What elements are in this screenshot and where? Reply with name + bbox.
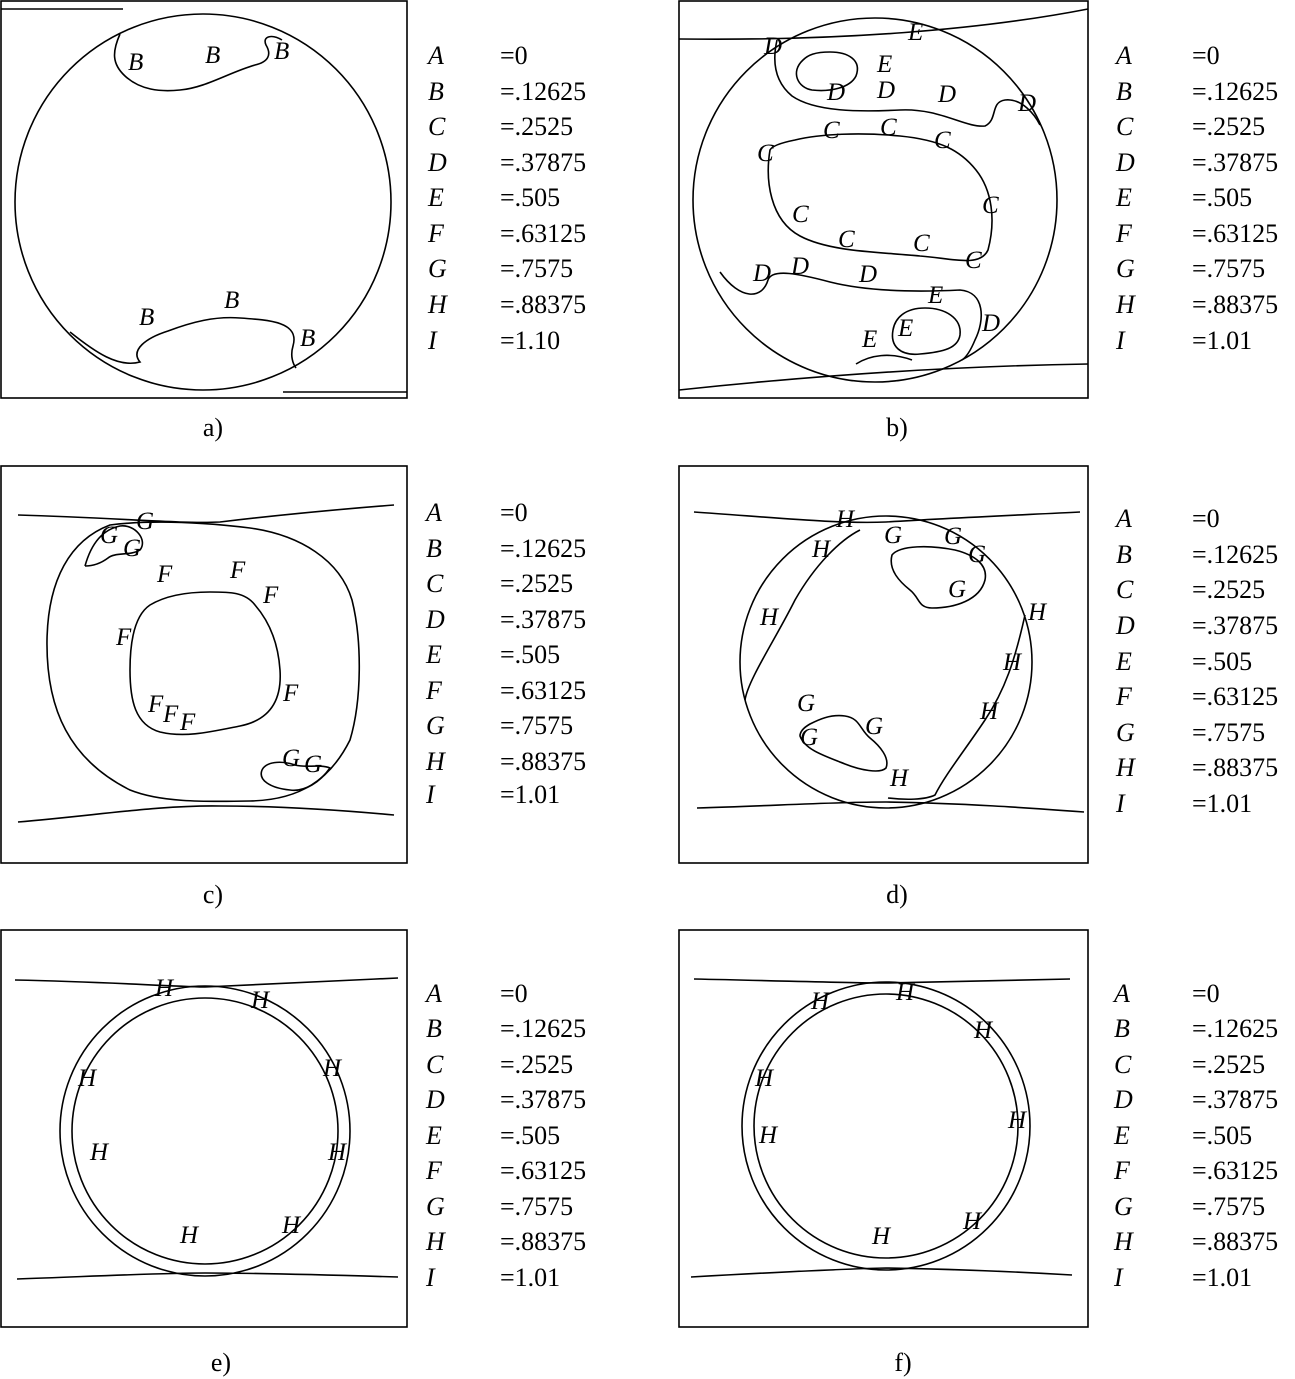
legend-key: C: [1116, 575, 1134, 604]
panel-b-contour-c-center: [768, 134, 992, 261]
legend-key: I: [1116, 789, 1125, 818]
contour-label: G: [968, 541, 987, 568]
legend-key: F: [1114, 1156, 1130, 1185]
panel-e-circle-outer: [60, 986, 350, 1276]
panel-b-caption: b): [886, 413, 908, 442]
legend-value: =.2525: [1192, 575, 1266, 604]
panel-b-contour-d-upper: [775, 40, 1040, 126]
contour-label: H: [323, 1055, 342, 1082]
contour-label: H: [836, 506, 855, 533]
panel-d-legend: [1114, 504, 1278, 818]
panel-a-legend: [426, 41, 586, 355]
contour-label: G: [865, 713, 884, 740]
contour-label: C: [792, 201, 809, 228]
legend-value: =0: [500, 41, 528, 70]
legend-key: A: [1116, 504, 1132, 533]
legend-key: F: [426, 676, 442, 705]
contour-label: D: [982, 310, 1001, 337]
contour-label: D: [753, 260, 772, 287]
contour-label: C: [838, 226, 855, 253]
legend-key: F: [426, 1156, 442, 1185]
panel-d-top-boundary: [694, 512, 1080, 522]
legend-key: E: [1114, 1121, 1130, 1150]
legend-key: B: [428, 77, 444, 106]
contour-label: H: [1008, 1107, 1027, 1134]
legend-value: =.7575: [500, 254, 574, 283]
contour-label: H: [811, 988, 830, 1015]
legend-value: =.2525: [1192, 112, 1266, 141]
contour-label: C: [934, 127, 951, 154]
contour-label: C: [823, 117, 840, 144]
panel-e-legend: [424, 979, 586, 1292]
contour-label: E: [877, 51, 893, 78]
legend-value: =.12625: [500, 77, 587, 106]
panel-d-contour-h-right: [888, 615, 1025, 799]
contour-label: C: [913, 230, 930, 257]
legend-value: =0: [500, 979, 528, 1008]
panel-f-caption: f): [894, 1348, 912, 1377]
contour-label: H: [760, 604, 779, 631]
contour-label: D: [859, 261, 878, 288]
legend-key: D: [426, 1085, 445, 1114]
contour-label: F: [180, 709, 196, 736]
contour-label: F: [163, 701, 179, 728]
legend-key: E: [426, 1121, 442, 1150]
contour-label: H: [1003, 649, 1022, 676]
contour-label: H: [812, 536, 831, 563]
legend-value: =.505: [500, 1121, 561, 1150]
legend-key: A: [426, 979, 442, 1008]
contour-label: B: [139, 304, 155, 331]
contour-label: H: [282, 1212, 301, 1239]
contour-label: H: [872, 1223, 891, 1250]
panel-a-contour-bottom: [70, 318, 296, 368]
legend-value: =.7575: [1192, 1192, 1266, 1221]
legend-key: E: [426, 640, 442, 669]
legend-key: B: [1116, 540, 1132, 569]
legend-key: I: [426, 1263, 435, 1292]
legend-value: =.63125: [1192, 1156, 1279, 1185]
contour-label: G: [123, 535, 142, 562]
contour-label: H: [328, 1139, 347, 1166]
legend-key: H: [1116, 753, 1135, 782]
contour-label: D: [877, 77, 896, 104]
legend-key: H: [426, 747, 445, 776]
contour-label: F: [283, 680, 299, 707]
legend-key: G: [1114, 1192, 1133, 1221]
contour-label: G: [304, 751, 323, 778]
contour-label: H: [980, 698, 999, 725]
legend-key: F: [1116, 682, 1132, 711]
legend-value: =.12625: [1192, 1014, 1279, 1043]
panel-b-contour-e-bottom: [856, 355, 912, 364]
contour-label: G: [282, 745, 301, 772]
legend-value: =1.01: [500, 780, 561, 809]
legend-key: C: [1114, 1050, 1132, 1079]
contour-label: G: [797, 690, 816, 717]
contour-label: F: [157, 561, 173, 588]
legend-value: =.37875: [500, 148, 587, 177]
legend-value: =.88375: [500, 747, 587, 776]
legend-value: =0: [1192, 504, 1220, 533]
contour-label: H: [963, 1208, 982, 1235]
legend-value: =.505: [500, 640, 561, 669]
legend-key: I: [426, 780, 435, 809]
contour-label: E: [898, 315, 914, 342]
legend-key: C: [428, 112, 446, 141]
legend-key: C: [426, 1050, 444, 1079]
legend-key: A: [1116, 41, 1132, 70]
panel-c-caption: c): [202, 880, 224, 909]
panel-a: [1, 1, 586, 442]
contour-label: B: [205, 42, 221, 69]
contour-label: C: [982, 192, 999, 219]
legend-key: I: [1114, 1263, 1123, 1292]
legend-key: G: [426, 711, 445, 740]
panel-b-legend: [1114, 41, 1278, 355]
legend-key: H: [1114, 1227, 1133, 1256]
legend-value: =.37875: [1192, 611, 1279, 640]
panel-b-bottom-boundary: [679, 364, 1088, 390]
legend-key: H: [426, 1227, 445, 1256]
legend-value: =.2525: [500, 112, 574, 141]
panel-c-top-boundary: [18, 505, 394, 522]
legend-key: I: [428, 326, 437, 355]
contour-label: H: [180, 1222, 199, 1249]
legend-key: G: [428, 254, 447, 283]
legend-value: =.12625: [1192, 540, 1279, 569]
legend-value: =1.01: [1192, 789, 1253, 818]
contour-label: D: [791, 253, 810, 280]
legend-value: =.37875: [1192, 1085, 1279, 1114]
legend-value: =.63125: [500, 1156, 587, 1185]
legend-key: I: [1116, 326, 1125, 355]
legend-value: =.88375: [1192, 290, 1279, 319]
legend-key: D: [1116, 611, 1135, 640]
legend-key: E: [1116, 183, 1132, 212]
legend-value: =.88375: [1192, 1227, 1279, 1256]
legend-value: =.63125: [1192, 682, 1279, 711]
contour-label: G: [136, 508, 155, 535]
legend-value: =.12625: [1192, 77, 1279, 106]
legend-value: =.88375: [1192, 753, 1279, 782]
contour-label: H: [155, 975, 174, 1002]
contour-label: G: [884, 522, 903, 549]
contour-label: C: [757, 140, 774, 167]
contour-label: H: [755, 1065, 774, 1092]
contour-label: B: [128, 49, 144, 76]
legend-value: =0: [1192, 979, 1220, 1008]
legend-key: D: [1114, 1085, 1133, 1114]
legend-key: A: [428, 41, 444, 70]
panel-d-circle: [740, 516, 1032, 808]
panel-f-legend: [1112, 979, 1278, 1292]
contour-label: D: [938, 81, 957, 108]
contour-label: G: [944, 523, 963, 550]
legend-value: =.63125: [1192, 219, 1279, 248]
legend-value: =.505: [1192, 1121, 1253, 1150]
legend-value: =0: [1192, 41, 1220, 70]
contour-label: H: [251, 987, 270, 1014]
legend-value: =1.01: [1192, 326, 1253, 355]
contour-label: G: [800, 724, 819, 751]
contour-label: H: [78, 1065, 97, 1092]
legend-key: B: [426, 534, 442, 563]
legend-value: =.505: [1192, 183, 1253, 212]
contour-label: F: [230, 557, 246, 584]
contour-label: D: [827, 79, 846, 106]
panel-a-frame: [1, 1, 407, 398]
panel-d-caption: d): [886, 880, 908, 909]
legend-key: C: [1116, 112, 1134, 141]
contour-label: F: [148, 691, 164, 718]
legend-key: A: [426, 498, 442, 527]
contour-label: D: [764, 33, 783, 60]
legend-value: =.7575: [500, 1192, 574, 1221]
panel-c: [1, 466, 586, 909]
legend-key: G: [426, 1192, 445, 1221]
legend-key: B: [1114, 1014, 1130, 1043]
panel-a-caption: a): [202, 413, 224, 442]
contour-label: H: [974, 1017, 993, 1044]
contour-label: E: [862, 326, 878, 353]
contour-label: B: [300, 325, 316, 352]
contour-label: B: [224, 287, 240, 314]
legend-key: G: [1116, 718, 1135, 747]
legend-value: =.37875: [500, 605, 587, 634]
legend-value: =1.10: [500, 326, 561, 355]
legend-key: G: [1116, 254, 1135, 283]
legend-value: =.2525: [500, 1050, 574, 1079]
legend-value: =.505: [1192, 647, 1253, 676]
contour-label: D: [1018, 90, 1037, 117]
contour-label: E: [928, 282, 944, 309]
legend-value: =.505: [500, 183, 561, 212]
legend-key: F: [1116, 219, 1132, 248]
panel-c-frame: [1, 466, 407, 863]
legend-value: =.37875: [500, 1085, 587, 1114]
contour-label: G: [948, 576, 967, 603]
panel-d: [679, 466, 1278, 909]
contour-label: B: [274, 38, 290, 65]
legend-key: E: [1116, 647, 1132, 676]
legend-key: C: [426, 569, 444, 598]
panel-f: [679, 930, 1278, 1377]
legend-value: =.12625: [500, 534, 587, 563]
contour-label: F: [116, 624, 132, 651]
contour-label: E: [908, 19, 924, 46]
legend-key: A: [1114, 979, 1130, 1008]
legend-value: =.12625: [500, 1014, 587, 1043]
legend-value: =.63125: [500, 676, 587, 705]
legend-value: =.63125: [500, 219, 587, 248]
panel-b: [679, 1, 1278, 442]
legend-value: =1.01: [500, 1263, 561, 1292]
panel-e: [1, 930, 586, 1377]
panel-c-legend: [424, 498, 586, 809]
contour-label: H: [759, 1122, 778, 1149]
legend-value: =.7575: [500, 711, 574, 740]
legend-key: B: [426, 1014, 442, 1043]
legend-key: D: [426, 605, 445, 634]
contour-label: H: [1028, 599, 1047, 626]
contour-label: H: [90, 1139, 109, 1166]
legend-value: =.7575: [1192, 254, 1266, 283]
contour-label: G: [100, 522, 119, 549]
contour-label: F: [263, 582, 279, 609]
legend-value: =.2525: [1192, 1050, 1266, 1079]
legend-key: E: [428, 183, 444, 212]
legend-key: D: [428, 148, 447, 177]
legend-value: =.37875: [1192, 148, 1279, 177]
legend-value: =.88375: [500, 1227, 587, 1256]
legend-key: F: [428, 219, 444, 248]
contour-label: C: [880, 114, 897, 141]
contour-label: H: [890, 765, 909, 792]
legend-value: =.7575: [1192, 718, 1266, 747]
legend-value: =0: [500, 498, 528, 527]
panel-b-top-boundary: [679, 9, 1088, 39]
panel-e-caption: e): [210, 1348, 232, 1377]
legend-value: =.2525: [500, 569, 574, 598]
panel-e-frame: [1, 930, 407, 1327]
legend-value: =1.01: [1192, 1263, 1253, 1292]
panel-d-bottom-boundary: [697, 802, 1084, 812]
legend-key: H: [1116, 290, 1135, 319]
legend-key: B: [1116, 77, 1132, 106]
legend-key: H: [428, 290, 447, 319]
legend-key: D: [1116, 148, 1135, 177]
contour-label: H: [896, 979, 915, 1006]
legend-value: =.88375: [500, 290, 587, 319]
panel-c-bottom-boundary: [18, 806, 394, 822]
contour-label: C: [965, 247, 982, 274]
